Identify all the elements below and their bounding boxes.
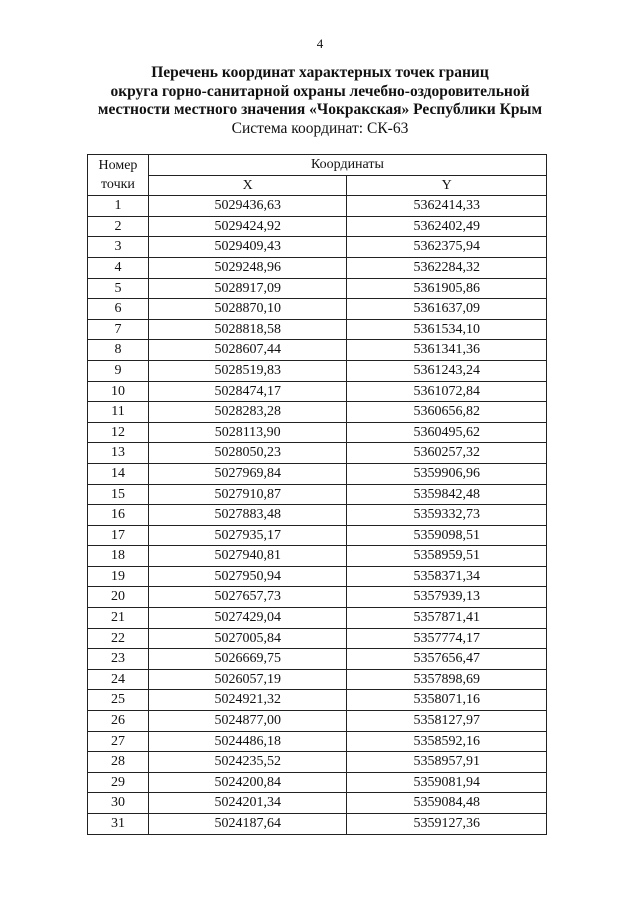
x-coordinate-cell: 5027429,04 xyxy=(148,608,347,629)
x-coordinate-cell: 5024201,34 xyxy=(148,793,347,814)
point-number-cell: 24 xyxy=(88,669,149,690)
document-title xyxy=(0,64,640,138)
y-coordinate-cell: 5361534,10 xyxy=(347,319,547,340)
table-row xyxy=(88,505,547,526)
table-row xyxy=(88,628,547,649)
y-coordinate-cell: 5358371,34 xyxy=(347,566,547,587)
x-coordinate-cell: 5026669,75 xyxy=(148,649,347,670)
y-coordinate-cell: 5358959,51 xyxy=(347,546,547,567)
y-coordinate-cell: 5359127,36 xyxy=(347,814,547,835)
x-coordinate-cell: 5024877,00 xyxy=(148,711,347,732)
title-line-2: округа горно-санитарной охраны лечебно-оздоровительной xyxy=(110,82,530,100)
point-number-cell: 1 xyxy=(88,196,149,217)
table-row xyxy=(88,422,547,443)
x-coordinate-cell: 5028283,28 xyxy=(148,402,347,423)
x-coordinate-cell: 5024921,32 xyxy=(148,690,347,711)
header-point-number-line-1: Номер xyxy=(98,157,138,173)
table-row xyxy=(88,299,547,320)
point-number-cell: 22 xyxy=(88,628,149,649)
point-number-cell: 12 xyxy=(88,422,149,443)
x-coordinate-cell: 5027883,48 xyxy=(148,505,347,526)
header-coordinates: Координаты xyxy=(148,155,546,176)
x-coordinate-cell: 5027005,84 xyxy=(148,628,347,649)
y-coordinate-cell: 5358592,16 xyxy=(347,731,547,752)
x-coordinate-cell: 5024235,52 xyxy=(148,752,347,773)
table-row xyxy=(88,381,547,402)
y-coordinate-cell: 5357774,17 xyxy=(347,628,547,649)
x-coordinate-cell: 5028818,58 xyxy=(148,319,347,340)
x-coordinate-cell: 5029436,63 xyxy=(148,196,347,217)
y-coordinate-cell: 5362414,33 xyxy=(347,196,547,217)
page-number: 4 xyxy=(316,36,324,51)
point-number-cell: 9 xyxy=(88,360,149,381)
y-coordinate-cell: 5362284,32 xyxy=(347,257,547,278)
table-row xyxy=(88,216,547,237)
point-number-cell: 14 xyxy=(88,463,149,484)
x-coordinate-cell: 5027950,94 xyxy=(148,566,347,587)
title-line-3: местности местного значения «Чокракская» Республики Крым xyxy=(97,101,543,118)
coordinates-table-body xyxy=(88,196,547,834)
table-row xyxy=(88,484,547,505)
x-coordinate-cell: 5029248,96 xyxy=(148,257,347,278)
point-number-cell: 23 xyxy=(88,649,149,670)
table-row xyxy=(88,237,547,258)
y-coordinate-cell: 5359081,94 xyxy=(347,772,547,793)
x-coordinate-cell: 5027969,84 xyxy=(148,463,347,484)
y-coordinate-cell: 5361243,24 xyxy=(347,360,547,381)
point-number-cell: 26 xyxy=(88,711,149,732)
point-number-cell: 21 xyxy=(88,608,149,629)
x-coordinate-cell: 5024187,64 xyxy=(148,814,347,835)
table-row xyxy=(88,772,547,793)
header-x: X xyxy=(148,175,347,196)
point-number-cell: 15 xyxy=(88,484,149,505)
table-row xyxy=(88,525,547,546)
x-coordinate-cell: 5024200,84 xyxy=(148,772,347,793)
table-row xyxy=(88,669,547,690)
y-coordinate-cell: 5361341,36 xyxy=(347,340,547,361)
y-coordinate-cell: 5357898,69 xyxy=(347,669,547,690)
point-number-cell: 19 xyxy=(88,566,149,587)
y-coordinate-cell: 5357939,13 xyxy=(347,587,547,608)
table-row xyxy=(88,546,547,567)
point-number-cell: 13 xyxy=(88,443,149,464)
table-row xyxy=(88,340,547,361)
table-row xyxy=(88,793,547,814)
y-coordinate-cell: 5359332,73 xyxy=(347,505,547,526)
title-line-1: Перечень координат характерных точек границ xyxy=(151,64,489,81)
table-row xyxy=(88,731,547,752)
header-point-number-line-2: точки xyxy=(101,177,135,193)
x-coordinate-cell: 5028050,23 xyxy=(148,443,347,464)
table-row xyxy=(88,690,547,711)
x-coordinate-cell: 5028607,44 xyxy=(148,340,347,361)
x-coordinate-cell: 5029424,92 xyxy=(148,216,347,237)
point-number-cell: 27 xyxy=(88,731,149,752)
table-row xyxy=(88,566,547,587)
x-coordinate-cell: 5027935,17 xyxy=(148,525,347,546)
y-coordinate-cell: 5359906,96 xyxy=(347,463,547,484)
y-coordinate-cell: 5359842,48 xyxy=(347,484,547,505)
table-row xyxy=(88,711,547,732)
y-coordinate-cell: 5361905,86 xyxy=(347,278,547,299)
y-coordinate-cell: 5361637,09 xyxy=(347,299,547,320)
y-coordinate-cell: 5360656,82 xyxy=(347,402,547,423)
table-row xyxy=(88,443,547,464)
point-number-cell: 6 xyxy=(88,299,149,320)
y-coordinate-cell: 5360257,32 xyxy=(347,443,547,464)
table-row xyxy=(88,463,547,484)
header-y: Y xyxy=(347,175,547,196)
x-coordinate-cell: 5028917,09 xyxy=(148,278,347,299)
x-coordinate-cell: 5026057,19 xyxy=(148,669,347,690)
y-coordinate-cell: 5359098,51 xyxy=(347,525,547,546)
point-number-cell: 10 xyxy=(88,381,149,402)
y-coordinate-cell: 5357871,41 xyxy=(347,608,547,629)
x-coordinate-cell: 5027910,87 xyxy=(148,484,347,505)
point-number-cell: 18 xyxy=(88,546,149,567)
y-coordinate-cell: 5362375,94 xyxy=(347,237,547,258)
y-coordinate-cell: 5360495,62 xyxy=(347,422,547,443)
y-coordinate-cell: 5359084,48 xyxy=(347,793,547,814)
point-number-cell: 8 xyxy=(88,340,149,361)
point-number-cell: 3 xyxy=(88,237,149,258)
point-number-cell: 16 xyxy=(88,505,149,526)
x-coordinate-cell: 5028519,83 xyxy=(148,360,347,381)
y-coordinate-cell: 5357656,47 xyxy=(347,649,547,670)
y-coordinate-cell: 5358957,91 xyxy=(347,752,547,773)
table-row xyxy=(88,752,547,773)
point-number-cell: 31 xyxy=(88,814,149,835)
x-coordinate-cell: 5027657,73 xyxy=(148,587,347,608)
y-coordinate-cell: 5362402,49 xyxy=(347,216,547,237)
point-number-cell: 7 xyxy=(88,319,149,340)
x-coordinate-cell: 5028474,17 xyxy=(148,381,347,402)
header-point-number xyxy=(88,155,149,196)
table-row xyxy=(88,587,547,608)
table-row xyxy=(88,278,547,299)
x-coordinate-cell: 5028870,10 xyxy=(148,299,347,320)
point-number-cell: 5 xyxy=(88,278,149,299)
table-row xyxy=(88,649,547,670)
point-number-cell: 17 xyxy=(88,525,149,546)
point-number-cell: 30 xyxy=(88,793,149,814)
y-coordinate-cell: 5358071,16 xyxy=(347,690,547,711)
coordinate-system-label: Система координат: СК-63 xyxy=(231,119,409,137)
point-number-cell: 2 xyxy=(88,216,149,237)
x-coordinate-cell: 5027940,81 xyxy=(148,546,347,567)
table-row xyxy=(88,608,547,629)
point-number-cell: 29 xyxy=(88,772,149,793)
y-coordinate-cell: 5361072,84 xyxy=(347,381,547,402)
table-row xyxy=(88,196,547,217)
table-row xyxy=(88,360,547,381)
x-coordinate-cell: 5024486,18 xyxy=(148,731,347,752)
coordinates-table xyxy=(87,154,547,835)
table-row xyxy=(88,319,547,340)
point-number-cell: 11 xyxy=(88,402,149,423)
y-coordinate-cell: 5358127,97 xyxy=(347,711,547,732)
point-number-cell: 28 xyxy=(88,752,149,773)
point-number-cell: 20 xyxy=(88,587,149,608)
point-number-cell: 25 xyxy=(88,690,149,711)
table-row xyxy=(88,814,547,835)
x-coordinate-cell: 5029409,43 xyxy=(148,237,347,258)
table-row xyxy=(88,257,547,278)
point-number-cell: 4 xyxy=(88,257,149,278)
table-row xyxy=(88,402,547,423)
x-coordinate-cell: 5028113,90 xyxy=(148,422,347,443)
